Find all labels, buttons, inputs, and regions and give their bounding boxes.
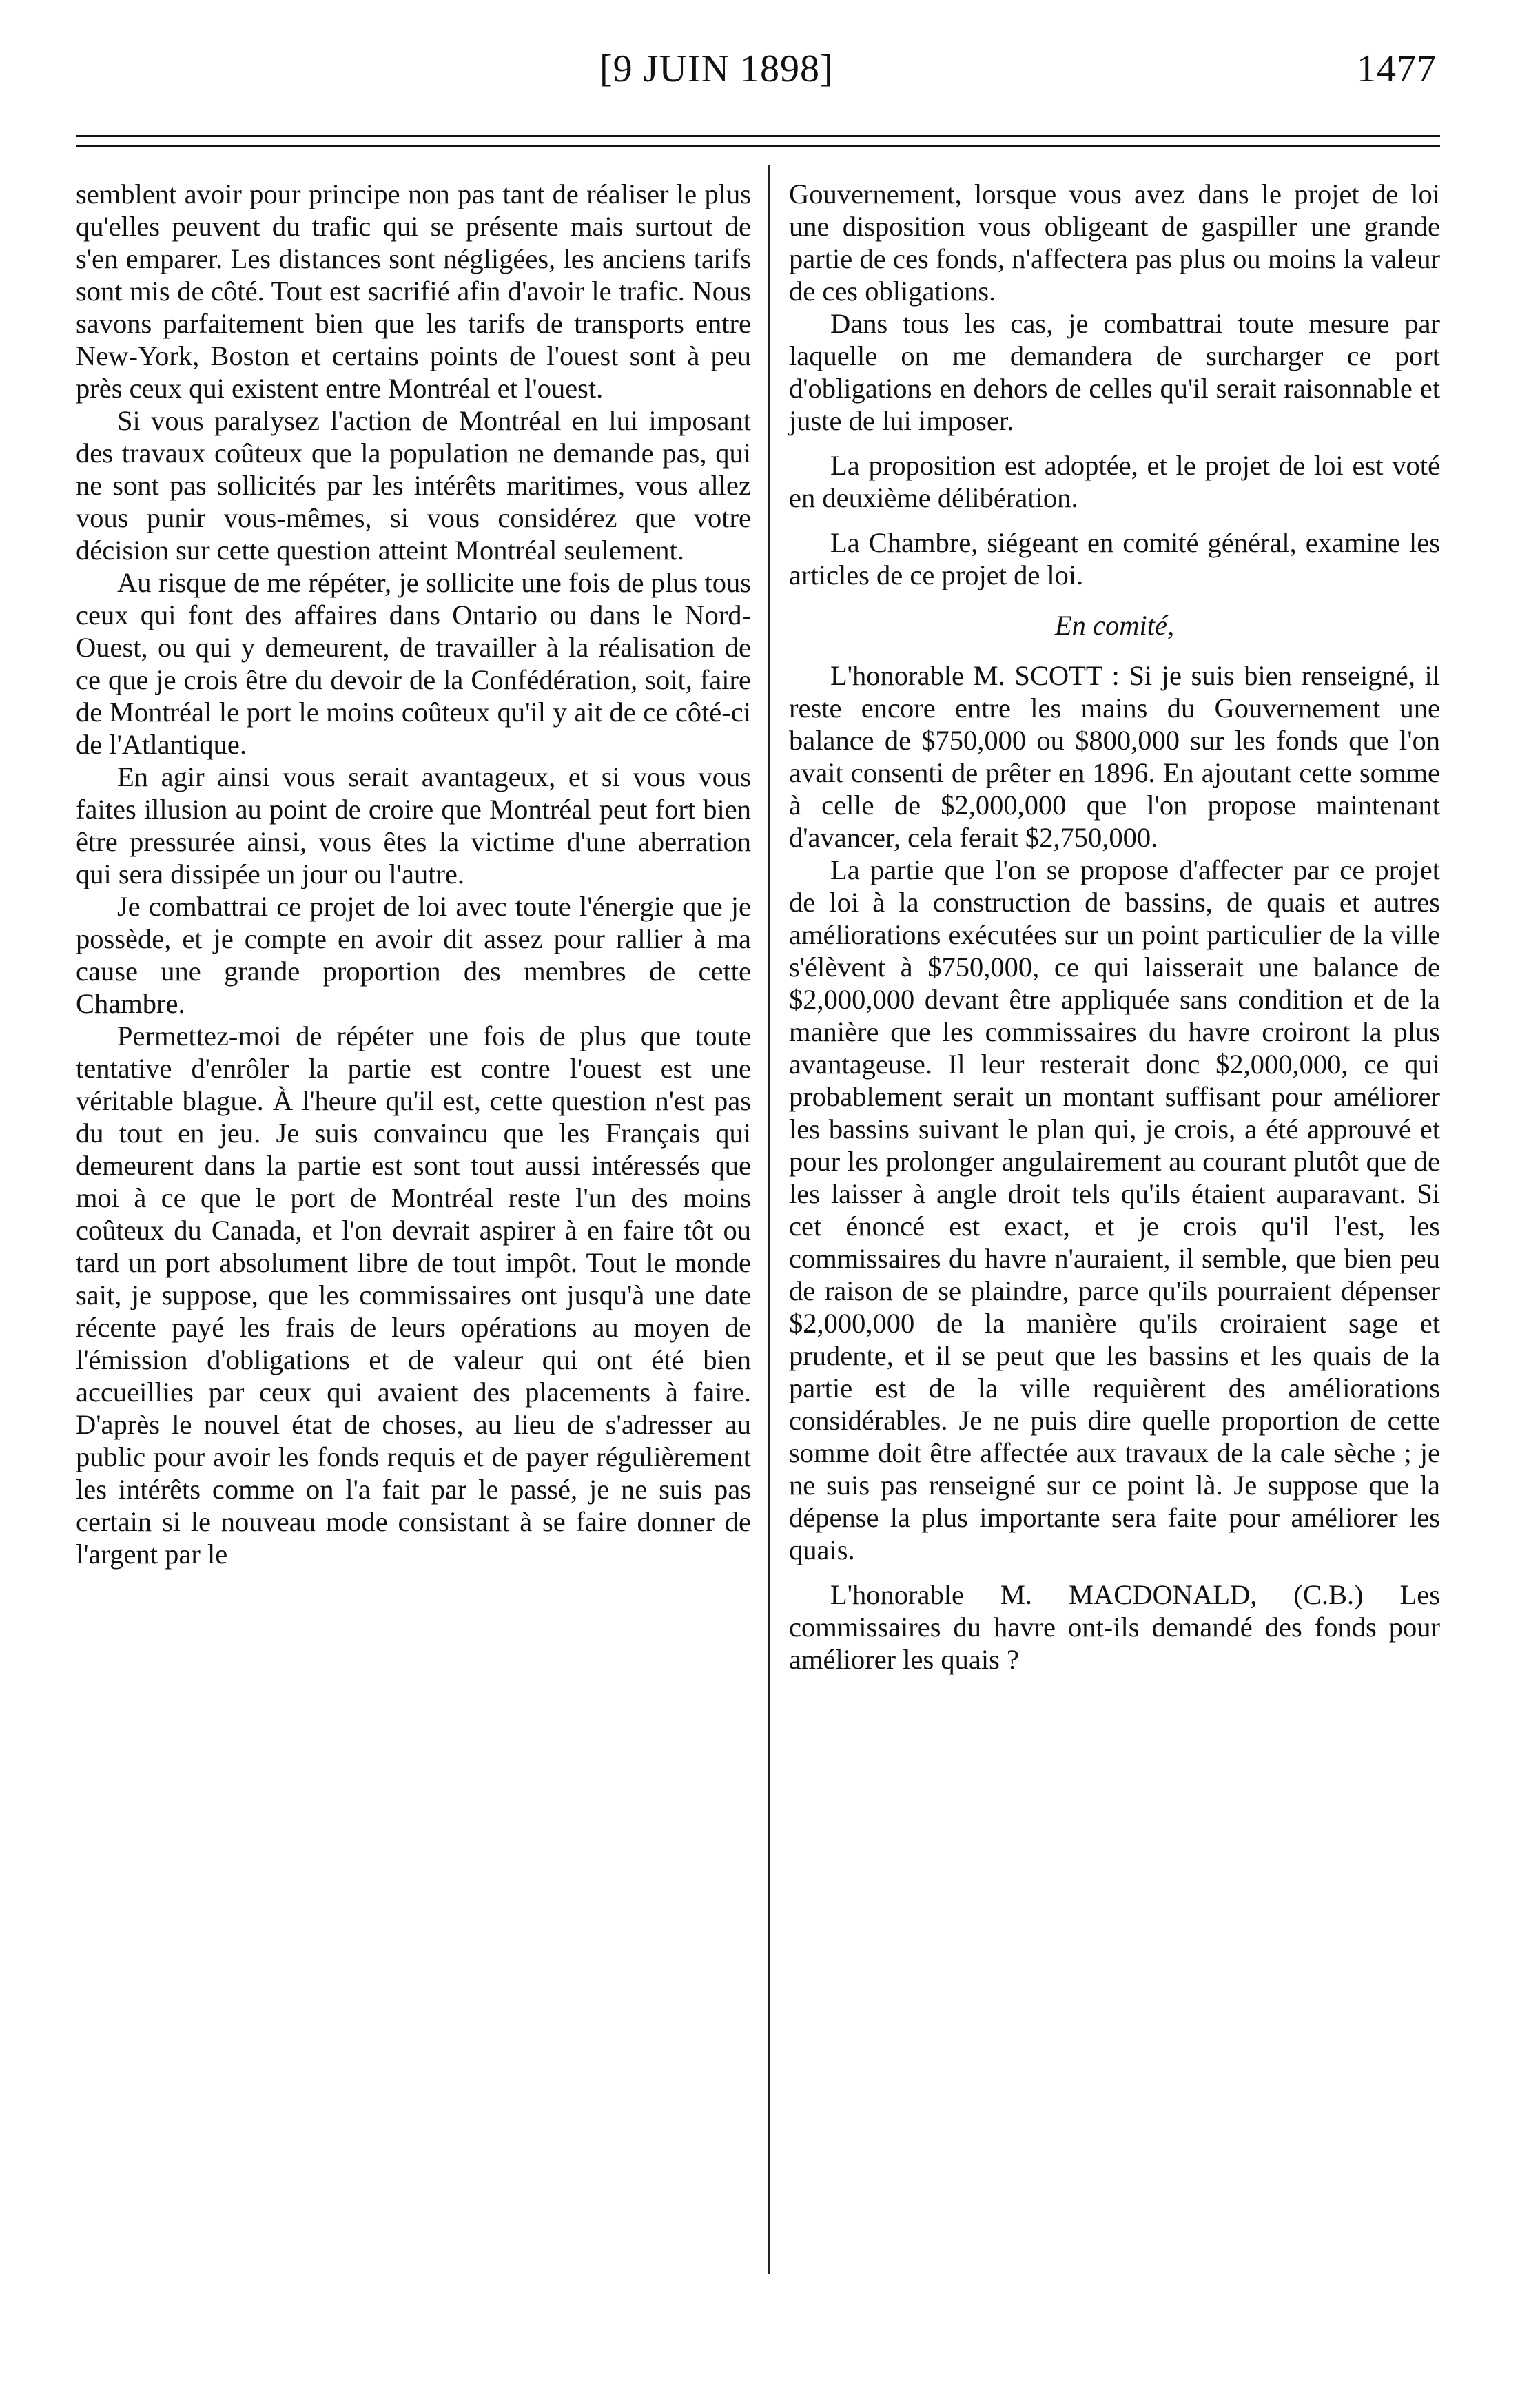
header-rule-top [76,135,1440,137]
macdonald-question: L'honorable M. MACDONALD, (C.B.) Les commissaires du havre ont-ils demandé des fonds pour améliorer les quais ? [789,1579,1440,1675]
left-column [76,178,751,1570]
right-column [789,178,1440,1676]
right-paragraph-2: Dans tous les cas, je combattrai toute mesure par laquelle on me demandera de surcharger ce port d'obligations en dehors de celles qu'il serait raisonnable et juste de lui imposer. [789,308,1440,436]
column-divider [768,165,770,2274]
left-paragraph-4: En agir ainsi vous serait avantageux, et si vous vous faites illusion au point de croire que Montréal peut fort bien être pressurée ainsi, vous êtes la victime d'une aberration qui sera dissipée un jour ou l'autre. [76,761,751,889]
left-paragraph-6: Permettez-moi de répéter une fois de plus que toute tentative d'enrôler la partie est contre l'ouest est une véritable blague. À l'heure qu'il est, cette question n'est pas du tout en jeu. Je suis convaincu que les Français qui demeurent dans la partie est sont tout aussi intéressés que moi à ce que le port de Montréal reste l'un des moins coûteux du Canada, et l'on devrait aspirer à en faire tôt ou tard un port absolument libre de tout impôt. Tout le monde sait, je suppose, que les commissaires ont jusqu'à une date récente payé les frais de leurs opérations au moyen de l'émission d'obligations et de valeur qui ont été bien accueillies par ceux qui avaient des placements à faire. D'après le nouvel état de choses, au lieu de s'adresser au public pour avoir les fonds requis et de payer régulièrement les intérêts comme on l'a fait par le passé, je ne suis pas certain si le nouveau mode consistant à se faire donner de l'argent par le [76,1020,751,1570]
left-paragraph-1: semblent avoir pour principe non pas tant de réaliser le plus qu'elles peuvent du trafic qui se présente mais surtout de s'en emparer. Les distances sont négligées, les anciens tarifs sont mis de côté. Tout est sacrifié afin d'avoir le trafic. Nous savons parfaitement bien que les tarifs de transports entre New-York, Boston et certains points de l'ouest sont à peu près ceux qui existent entre Montréal et l'ouest. [76,178,751,404]
committee-note: La Chambre, siégeant en comité général, examine les articles de ce projet de loi. [789,527,1440,590]
header-rule-bottom [76,145,1440,147]
right-paragraph-1: Gouvernement, lorsque vous avez dans le projet de loi une disposition vous obligeant de gaspiller une grande partie de ces fonds, n'affectera pas plus ou moins la valeur de ces obligations. [789,178,1440,307]
left-paragraph-3: Au risque de me répéter, je sollicite une fois de plus tous ceux qui font des affaires dans Ontario ou dans le Nord-Ouest, ou qui y demeurent, de travailler à la réalisation de ce que je crois être du devoir de la Confédération, soit, faire de Montréal le port le moins coûteux qu'il y ait de ce côté-ci de l'Atlantique. [76,567,751,760]
right-paragraph-6: La partie que l'on se propose d'affecter par ce projet de loi à la construction de bassins, de quais et autres améliorations exécutées sur un point particulier de la ville s'élèvent à $750,000, ce qui laisserait une balance de $2,000,000 devant être appliquée sans condition et de la manière que les commissaires du havre croiront la plus avantageuse. Il leur resterait donc $2,000,000, ce qui probablement serait un montant suffisant pour améliorer les bassins suivant le plan qui, je crois, a été approuvé et pour les prolonger angulairement au courant plutôt que de les laisser à angle droit tels qu'ils étaient auparavant. Si cet énoncé est exact, et je crois qu'il l'est, les commissaires du havre n'auraient, il semble, que bien peu de raison de se plaindre, parce qu'ils pourraient dépenser $2,000,000 de la manière qu'ils croiraient sage et prudente, et il se peut que les bassins et les quais de la partie est de la ville requièrent des améliorations considérables. Je ne puis dire quelle proportion de cette somme doit être affectée aux travaux de la cale sèche ; je ne suis pas renseigné sur ce point là. Je suppose que la dépense la plus importante sera faite pour améliorer les quais. [789,854,1440,1565]
motion-adopted: La proposition est adoptée, et le projet de loi est voté en deuxième délibération. [789,450,1440,513]
page-number: 1477 [1357,48,1437,90]
section-heading: En comité, [1054,610,1175,641]
header-date: [9 JUIN 1898] [599,48,834,90]
left-paragraph-2: Si vous paralysez l'action de Montréal en lui imposant des travaux coûteux que la population ne demande pas, qui ne sont pas sollicités par les intérêts maritimes, vous allez vous punir vous-mêmes, si vous considérez que votre décision sur cette question atteint Montréal seulement. [76,405,751,566]
left-paragraph-5: Je combattrai ce projet de loi avec toute l'énergie que je possède, et je compte en avoir dit assez pour rallier à ma cause une grande proportion des membres de cette Chambre. [76,891,751,1019]
scott-speech: L'honorable M. SCOTT : Si je suis bien renseigné, il reste encore entre les mains du Gouvernement une balance de $750,000 ou $800,000 sur les fonds que l'on avait consenti de prêter en 1896. En ajoutant cette somme à celle de $2,000,000 que l'on propose maintenant d'avancer, cela ferait $2,750,000. [789,660,1440,853]
page-header [0,47,1540,102]
